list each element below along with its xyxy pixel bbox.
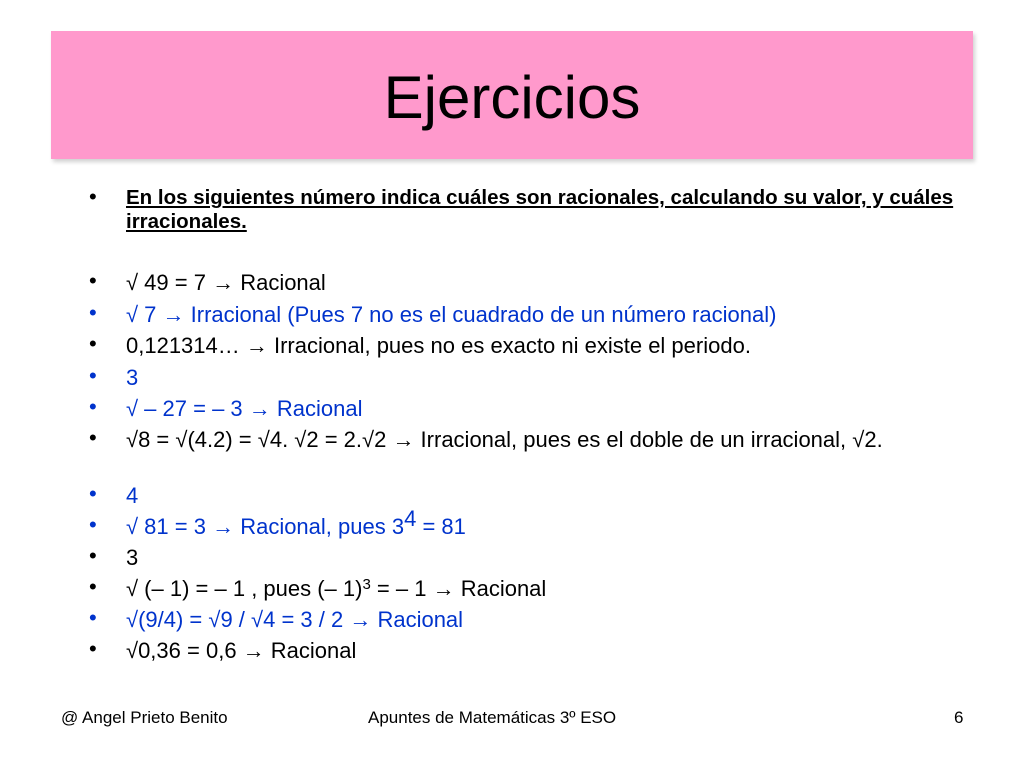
bullet-icon: • <box>89 574 97 599</box>
item-text-before: √ 81 = 3 → Racional, pues 3 <box>126 514 405 539</box>
footer-author: @ Angel Prieto Benito <box>61 708 228 727</box>
bullet-icon: • <box>89 300 97 325</box>
item-text <box>126 576 956 601</box>
item-text: √0,36 = 0,6 → Racional <box>126 638 357 663</box>
exponent: 3 <box>362 576 371 593</box>
bullet-icon: • <box>89 268 97 293</box>
item-text: 3 <box>126 365 139 390</box>
item-text: √(9/4) = √9 / √4 = 3 / 2 → Racional <box>126 607 464 632</box>
bullet-icon: • <box>89 605 97 630</box>
item-text: √ 49 = 7 → Racional <box>126 270 326 295</box>
item-text: 4 <box>126 483 139 508</box>
bullet-icon: • <box>89 481 97 506</box>
bullet-icon: • <box>89 363 97 388</box>
bullet-icon: • <box>89 543 97 568</box>
item-text: 0,121314… → Irracional, pues no es exacto ni existe el periodo. <box>126 333 751 358</box>
bullet-icon: • <box>89 331 97 356</box>
item-text-before: √ (– 1) = – 1 , pues (– 1) <box>126 576 363 601</box>
footer-page-number: 6 <box>954 708 964 727</box>
bullet-icon: • <box>89 512 97 537</box>
bullet-icon: • <box>89 425 97 450</box>
item-text <box>126 506 956 539</box>
item-text: √ – 27 = – 3 → Racional <box>126 396 363 421</box>
bullet-icon: • <box>89 184 97 209</box>
instruction-text: En los siguientes número indica cuáles son racionales, calculando su valor, y cuáles irracionales. <box>126 186 954 233</box>
item-text: √ 7 → Irracional (Pues 7 no es el cuadrado de un número racional) <box>126 302 777 327</box>
item-text-after: = 81 <box>416 514 466 539</box>
item-text: 3 <box>126 545 139 570</box>
bullet-icon: • <box>89 394 97 419</box>
item-text: √8 = √(4.2) = √4. √2 = 2.√2 → Irracional, pues es el doble de un irracional, √2. <box>126 427 883 452</box>
bullet-icon: • <box>89 636 97 661</box>
item-text-after: = – 1 → Racional <box>370 576 547 601</box>
slide-title: Ejercicios <box>383 64 641 131</box>
footer-course: Apuntes de Matemáticas 3º ESO <box>368 708 617 727</box>
exponent: 4 <box>404 506 417 531</box>
